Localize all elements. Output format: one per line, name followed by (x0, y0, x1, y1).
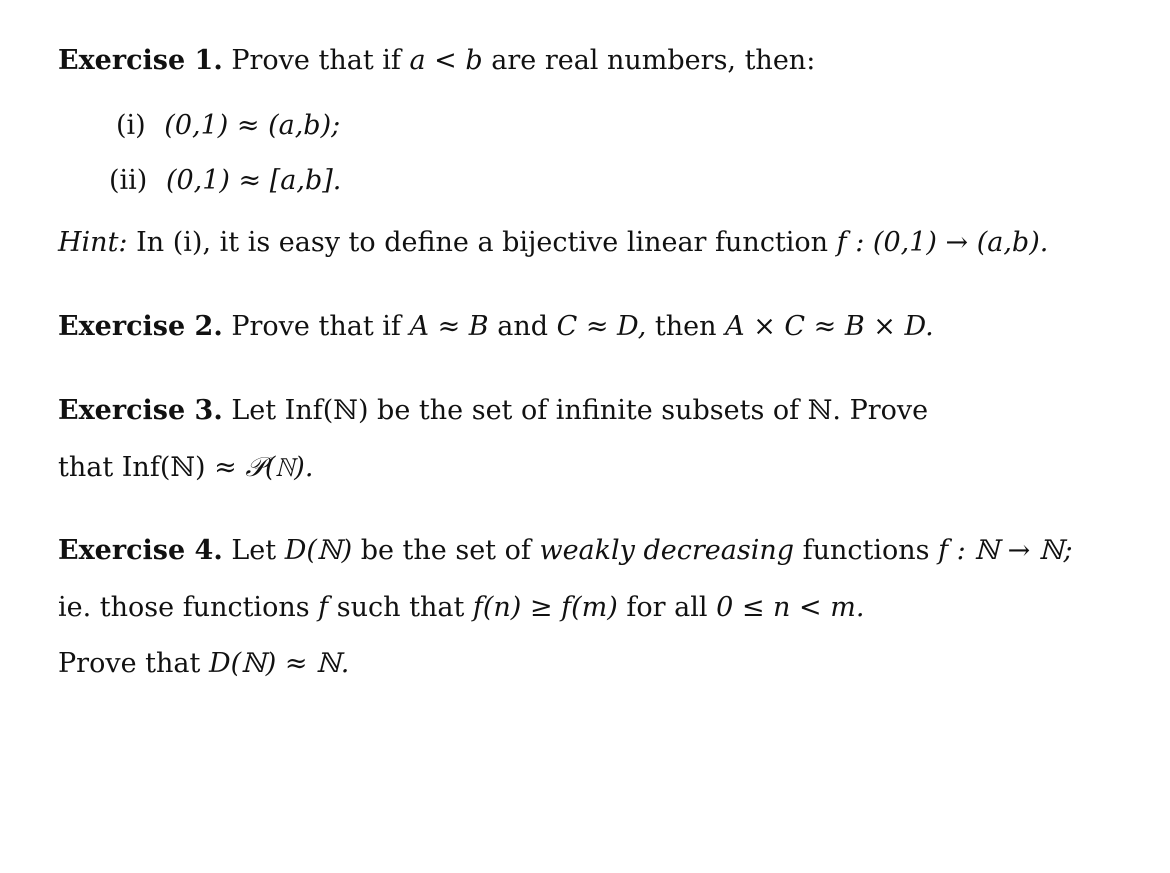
exercise-4-line-1 (58, 537, 1073, 564)
exercise-3-text-2: that Inf(ℕ) ≈ (58, 452, 237, 483)
exercise-4-text-3a: Prove that (58, 648, 201, 679)
exercise-3-line-1 (58, 397, 928, 424)
exercise-1-intro-tail: are real numbers, then: (491, 45, 816, 76)
exercise-3-label: Exercise 3. (58, 395, 223, 426)
exercise-4-text-2a: ie. those functions (58, 592, 310, 623)
exercise-4-math-1b: f : ℕ → ℕ; (938, 535, 1073, 566)
hint-text: In (i), it is easy to define a bijective linear function (136, 227, 829, 258)
exercise-4-line-2 (58, 594, 864, 621)
exercise-1-item-ii (109, 167, 341, 194)
exercise-4-text-2c: for all (626, 592, 708, 623)
exercise-2-text-b: and (497, 311, 548, 342)
exercise-4-math-2c: 0 ≤ n < m. (716, 592, 865, 623)
hint-math: f : (0,1) → (a,b). (836, 227, 1049, 258)
exercise-1-hint (58, 229, 1048, 256)
item-marker: (i) (116, 110, 146, 141)
exercise-1-label: Exercise 1. (58, 45, 223, 76)
exercise-2-text-a: Prove that if (231, 311, 401, 342)
exercise-2-statement (58, 313, 934, 340)
exercise-4-text-2b: such that (336, 592, 465, 623)
exercise-2-label: Exercise 2. (58, 311, 223, 342)
exercise-2-math-a: A ≈ B (409, 311, 489, 342)
exercise-1-intro: Prove that if (231, 45, 401, 76)
exercise-1-statement (58, 47, 815, 74)
exercise-4-math-2a: f (318, 592, 329, 623)
exercise-2-text-c: then (654, 311, 717, 342)
exercise-2-math-c: A × C ≈ B × D. (725, 311, 934, 342)
exercise-2-math-b: C ≈ D, (556, 311, 647, 342)
exercise-4-math-2b: f(n) ≥ f(m) (472, 592, 618, 623)
exercise-1-intro-math: a < b (409, 45, 483, 76)
exercise-3-math: 𝒫(ℕ). (245, 452, 314, 483)
exercise-4-emphasis: weakly decreasing (539, 535, 795, 566)
exercise-4-text-1a: Let (231, 535, 277, 566)
exercise-3-line-2 (58, 454, 313, 481)
item-marker: (ii) (109, 165, 148, 196)
item-content: (0,1) ≈ [a,b]. (165, 165, 342, 196)
exercise-1-item-i (116, 112, 340, 139)
exercise-4-text-1b: be the set of (360, 535, 531, 566)
item-content: (0,1) ≈ (a,b); (164, 110, 341, 141)
exercise-4-label: Exercise 4. (58, 535, 223, 566)
exercise-4-line-3 (58, 650, 349, 677)
hint-label: Hint: (58, 227, 128, 258)
exercise-4-math-1a: D(ℕ) (284, 535, 353, 566)
exercise-3-text-1: Let Inf(ℕ) be the set of infinite subsets of ℕ. Prove (231, 395, 929, 426)
exercise-4-text-1c: functions (802, 535, 930, 566)
exercise-4-math-3: D(ℕ) ≈ ℕ. (208, 648, 350, 679)
